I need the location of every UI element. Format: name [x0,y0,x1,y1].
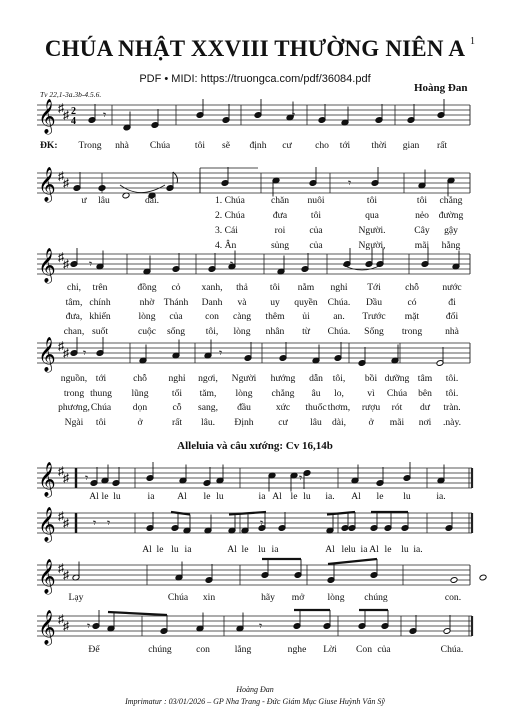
lyric-word: bồi [364,373,378,384]
note-head [98,185,106,192]
lyric-word: suốt [92,325,108,337]
lyric-word: hướng [270,373,296,384]
lyric-word: Al [272,491,282,502]
lyric-word: thuốc [305,402,327,413]
lyric-word: chúng [148,644,172,655]
lyric-word: có [407,296,417,308]
time-signature: 4 [71,116,76,127]
lyric-word: mặt [404,311,420,322]
lyric-word: cuộc [137,325,157,337]
lyric-word: cư [278,416,288,428]
lyric-word: dẫn [309,373,323,384]
lyric-word: hãy [261,592,275,603]
lyric-word: .này. [442,416,462,428]
lyric-word: lâu [98,195,110,206]
lyric-word: lu [303,491,311,502]
sharp-icon: ♯ [63,346,69,360]
lyric-word: dài. [144,195,160,206]
rest-icon: 𝄾 [85,471,89,485]
lyric-word: nhà [115,140,129,151]
lyric-word: le [203,491,211,502]
lyric-word: thời [371,140,387,151]
lyric-word: lu [216,491,224,502]
lyric-word: tôi [269,282,281,293]
lyric-word: lòng [138,311,156,322]
rest-icon: 𝄾 [89,257,93,271]
lyric-word: trong [63,387,85,399]
lyric-word: roi [274,225,286,236]
lyric-word: và [237,296,247,308]
lyric-word: Để [88,644,100,655]
lyric-word: tôi [416,195,428,206]
lyric-word: Định [234,416,254,428]
lyric-word: thơm, [327,402,351,413]
lyric-word: tăm, [199,387,217,399]
lyric-word: chỗ [405,282,419,293]
lyric-word: con [196,644,210,655]
sharp-icon: ♯ [58,339,64,353]
rest-icon: 𝄾 [83,346,87,360]
lyric-word: chan, [63,325,85,337]
lyric-word: uy [270,296,280,308]
footer-author: Hoàng Đan [236,685,274,694]
lyric-word: tôi [194,140,206,151]
lyric-word: Chúa [149,140,171,151]
sharp-icon: ♯ [63,516,69,530]
lyric-word: 2. Chúa [215,210,245,221]
lyric-word: Người, [358,240,386,251]
lyric-word: Tới [367,282,381,293]
lyric-word: chỗ [133,373,147,384]
beam [108,612,167,615]
rest-icon: 𝄾 [348,176,352,190]
lyric-word: ủi [302,311,310,322]
lyric-word: chẳng [439,195,463,206]
lyric-word: ư [81,195,87,206]
footer-imprimatur: Imprimatur : 03/01/2026 – GP Nha Trang - Đức Giám Mục Giuse Huỳnh Văn Sỹ [125,697,385,706]
lyric-word: le [290,491,298,502]
slur [120,185,165,193]
lyric-word: tôi [95,416,107,428]
lyric-word: dọn [132,402,148,413]
lyric-word: chăn [270,195,290,206]
sharp-icon: ♯ [58,101,64,115]
lyric-word: ia [271,544,279,555]
lyric-word: rất [171,416,183,428]
lyric-word: âu [311,387,321,399]
lyric-word: lu [258,544,266,555]
treble-clef-icon: 𝄞 [38,560,56,593]
lyric-word: tới [95,373,107,384]
sharp-icon: ♯ [63,257,69,271]
lyric-word: le [376,491,384,502]
lyric-word: ở [137,416,143,428]
lyric-word: của [309,240,323,251]
lyric-word: Al [227,544,237,555]
lyric-word: nhà [445,325,459,337]
lyric-word: của [309,225,323,236]
lyric-word: ngơi, [198,373,218,384]
lyric-word: an. [333,311,345,322]
lyric-word: ia. [436,491,446,502]
lyric-word: mãi [414,240,430,251]
lyric-word: con. [444,592,462,603]
lyric-word: lu [348,544,356,555]
lyric-word: Chúa [90,402,112,413]
lyric-word: mở [291,592,305,603]
lyric-word: lu [401,544,409,555]
lyric-word: tối [171,387,183,399]
lyric-word: thêm [265,311,285,322]
lyric-word: Danh [201,296,223,308]
lyric-word: mãi [389,416,405,428]
beam [328,559,377,564]
lyric-word: nhân [265,325,285,337]
sharp-icon: ♯ [63,619,69,633]
lyric-word: thung [90,387,112,399]
lyric-word: vì [367,387,375,399]
lyric-word: từ [302,325,310,337]
lyric-word: sẽ [222,140,230,151]
rest-icon: 𝄾 [230,257,234,271]
lyric-word: lâu [310,416,322,428]
lyric-word: đối [445,311,459,322]
lyric-word: xanh, [201,282,223,293]
lyric-word: lòng [233,325,251,337]
rest-icon: 𝄾 [299,471,303,485]
lyric-word: tôi. [445,373,459,384]
lyric-word: lâu. [200,416,216,428]
lyric-word: Al [177,491,187,502]
lyric-word: 1. Chúa [215,195,245,206]
lyric-word: nhờ [139,296,155,308]
lyric-word: lòng [327,592,345,603]
lyric-word: lu [403,491,411,502]
lyric-word: Chúa. [327,325,351,337]
lyric-word: lu [171,544,179,555]
lyric-word: hằng [441,240,461,251]
lyric-word: của [377,644,391,655]
lyric-word: lắng [234,644,252,655]
lyric-word: trên [92,282,108,293]
lyric-word: Chúa [386,387,408,399]
lyric-word: ia [147,491,155,502]
lyric-word: le [101,491,109,502]
lyric-word: thả [236,282,248,293]
alleluia-heading: Alleluia và câu xướng: Cv 16,14b [177,440,333,452]
lyric-word: của [169,311,183,322]
lyric-word: Dầu [366,296,382,308]
pdf-midi-link[interactable]: PDF • MIDI: https://truongca.com/pdf/36084.pdf [139,73,371,85]
lyric-word: chính [89,296,111,308]
lyric-word: Người. [358,225,386,236]
lyric-word: phương, [58,402,90,413]
lyric-word: đầu [237,402,251,413]
lyric-word: tôi [366,195,378,206]
lyric-word: rượu [361,402,381,413]
lyric-word: sống [166,325,186,337]
treble-clef-icon: 𝄞 [38,338,56,371]
sharp-icon: ♯ [63,471,69,485]
treble-clef-icon: 𝄞 [38,463,56,496]
sharp-icon: ♯ [58,169,64,183]
sharp-icon: ♯ [63,108,69,122]
lyric-word: lo, [334,387,344,399]
lyric-word: cỏ [171,282,181,293]
treble-clef-icon: 𝄞 [38,611,56,644]
lyric-word: nguồn, [60,373,88,384]
time-signature: 2 [71,106,76,117]
lyric-word: xin [202,592,216,603]
lyric-word: chúng [364,592,388,603]
lyric-word: lũng [131,387,149,399]
lyric-word: Al [142,544,152,555]
lyric-word: bên [418,387,432,399]
treble-clef-icon: 𝄞 [38,168,56,201]
rest-icon: 𝄾 [259,619,263,633]
lyric-word: tôi, [205,325,219,337]
rest-icon: 𝄾 [87,619,91,633]
lyric-word: Lời [323,644,337,655]
lyric-word: qua [365,210,379,221]
lyric-word: dưỡng [384,373,410,384]
lyric-word: đưa, [65,311,83,322]
rest-icon: 𝄾 [292,108,296,122]
lyric-word: ia. [325,491,335,502]
lyric-word: tâm [417,373,433,384]
lyric-word: Con [356,644,372,655]
lyric-word: Al [89,491,99,502]
sharp-icon: ♯ [58,509,64,523]
lyric-word: Chúa [167,592,189,603]
page-number: 1 [470,36,475,47]
treble-clef-icon: 𝄞 [38,508,56,541]
lyric-word: Chúa. [327,296,351,308]
lyric-word: sủng [270,240,290,251]
lyric-word: chẳng [271,387,295,399]
composer-name: Hoàng Đan [414,82,468,94]
sharp-icon: ♯ [58,612,64,626]
lyric-word: tới [339,140,351,151]
lyric-word: Sống [364,325,384,337]
lyric-word: trong [401,325,423,337]
lyric-word: Chúa. [440,644,464,655]
lyric-word: nuôi [307,195,325,206]
lyric-word: đồng [137,282,157,293]
lyric-word: Người [231,373,257,384]
lyric-word: Al [351,491,361,502]
lyric-word: 4. Ân [215,240,237,251]
lyric-word: le [241,544,249,555]
lyric-word: ĐK: [40,140,58,151]
lyric-word: nghe [287,644,307,655]
lyric-word: cư [282,140,292,151]
lyric-word: đưa [272,210,288,221]
lyric-word: ia [360,544,368,555]
rest-icon: 𝄾 [260,516,264,530]
rest-icon: 𝄾 [93,516,97,530]
lyric-word: le [156,544,164,555]
lyric-word: ia. [413,544,423,555]
lyric-word: nghỉ [330,282,348,293]
lyric-word: con [205,311,219,322]
lyric-word: xức [275,402,291,413]
lyric-word: sang, [198,402,218,413]
sharp-icon: ♯ [63,176,69,190]
lyric-word: gian [402,140,420,151]
lyric-word: quyền [294,296,318,308]
lyric-word: lu [113,491,121,502]
lyric-word: ở [368,416,374,428]
lyric-word: tôi. [445,387,459,399]
lyric-word: Al [325,544,335,555]
lyric-word: ia [184,544,192,555]
beam [229,512,266,515]
sharp-icon: ♯ [58,250,64,264]
lyric-word: Trước [362,311,386,322]
lyric-word: đường [438,210,464,221]
lyric-word: cho [315,140,329,151]
lyric-word: le [384,544,392,555]
rest-icon: 𝄾 [219,346,223,360]
lyric-word: nằm [297,282,315,293]
note-head [479,574,487,581]
lyric-word: đi [448,296,456,308]
lyric-word: khiến [89,311,111,322]
beam [327,512,355,515]
lyric-word: nghỉ [168,373,186,384]
lyric-word: lòng [235,387,253,399]
scripture-reference: Tv 22,1-3a.3b-4.5.6. [40,90,102,99]
lyric-word: le [341,544,349,555]
lyric-word: rất [436,140,448,151]
lyric-word: chi, [66,282,82,293]
lyric-word: Lạy [68,592,84,603]
treble-clef-icon: 𝄞 [38,100,56,133]
lyric-word: tâm, [65,296,83,308]
beam [171,512,190,515]
lyric-word: tôi [310,210,322,221]
lyric-word: càng [232,311,252,322]
lyric-word: cỗ [172,402,182,413]
lyric-word: Al [369,544,379,555]
song-title: CHÚA NHẬT XXVIII THƯỜNG NIÊN A [44,36,466,61]
sharp-icon: ♯ [58,561,64,575]
lyric-word: ia [258,491,266,502]
sharp-icon: ♯ [63,568,69,582]
rest-icon: 𝄾 [103,108,107,122]
note-head [450,577,458,584]
lyric-word: Cây [414,225,430,236]
lyric-word: nơi [418,416,432,428]
lyric-word: dài, [331,416,347,428]
lyric-word: tôi, [332,373,346,384]
lyric-word: 3. Cái [215,225,238,236]
sharp-icon: ♯ [58,464,64,478]
rest-icon: 𝄾 [107,516,111,530]
lyric-word: định [249,140,267,151]
lyric-word: tràn. [443,402,461,413]
lyric-word: nẻo [415,210,429,221]
treble-clef-icon: 𝄞 [38,249,56,282]
note-flag [173,172,178,183]
lyric-word: Ngài [64,416,84,428]
lyric-word: nước [442,282,462,293]
lyric-word: Trong [78,140,102,151]
lyric-word: rót [391,402,403,413]
lyric-word: gậy [444,225,458,236]
lyric-word: Thánh [163,296,189,308]
lyric-word: dư [420,402,430,413]
